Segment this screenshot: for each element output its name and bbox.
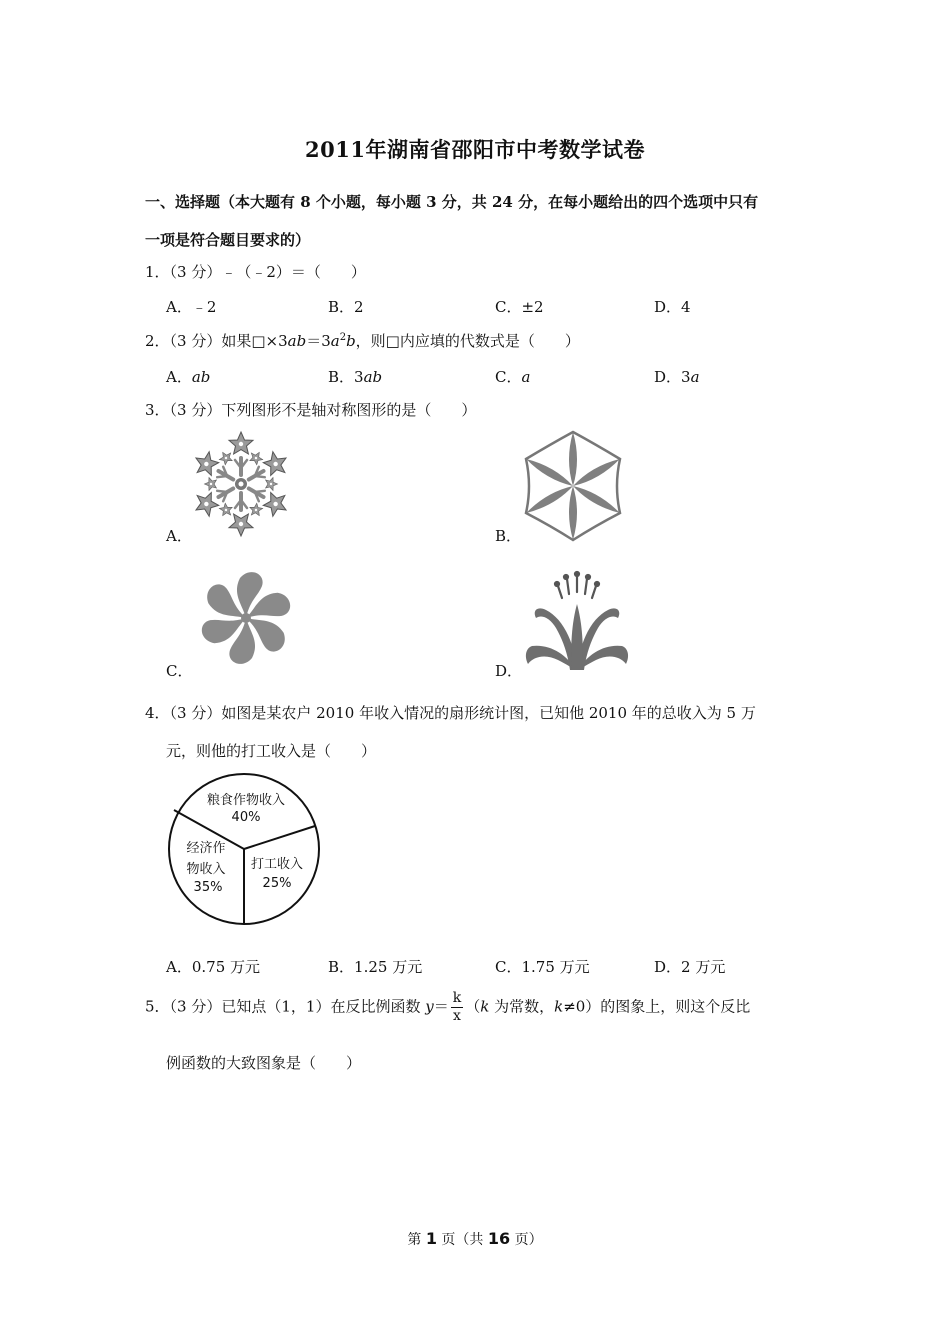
fraction-k-over-x: $\frac{k}{x}$	[452, 990, 462, 1024]
pie-pct-work: 25%	[262, 876, 292, 891]
income-pie-chart	[164, 771, 322, 927]
q4-option-d: D．2 万元	[654, 958, 726, 976]
section-heading-line2: 一项是符合题目要求的）	[145, 231, 311, 249]
q4-option-b: B．1.25 万元	[328, 958, 423, 976]
q2-option-c: C．a	[495, 368, 531, 386]
question-4-line2: 元，则他的打工收入是（ ）	[166, 742, 377, 760]
pie-pct-grain: 40%	[231, 810, 261, 825]
page-number: 1	[425, 1229, 437, 1248]
section-heading-line1: 一、选择题（本大题有 8 个小题，每小题 3 分，共 24 分，在每小题给出的四个选项中只有	[145, 193, 759, 211]
q3-option-a: A．	[166, 527, 192, 545]
figure-d-flower	[522, 570, 632, 674]
figure-a-snowflake	[188, 428, 294, 540]
q2-option-b: B．3ab	[328, 368, 383, 386]
pie-label-cash-1: 经济作	[186, 841, 226, 856]
q3-option-b: B．	[495, 527, 522, 545]
pie-label-work: 打工收入	[250, 857, 304, 872]
page-footer: 第 1 页（共 16 页）	[407, 1229, 543, 1248]
question-5-line2: 例函数的大致图象是（ ）	[166, 1054, 362, 1072]
question-3: 3．（3 分）下列图形不是轴对称图形的是（ ）	[145, 401, 477, 419]
question-5-line1: 5．（3 分）已知点（1，1）在反比例函数 y＝ $\frac{k}{x}$ （k 为常数，k≠0）的图象上，则这个反比	[145, 990, 751, 1024]
q1-option-c: C．±2	[495, 298, 544, 316]
page-title: 2011年湖南省邵阳市中考数学试卷	[305, 137, 645, 162]
q2-option-d: D．3a	[654, 368, 700, 386]
q1-option-a: A．﹣2	[166, 298, 217, 316]
q4-option-c: C．1.75 万元	[495, 958, 590, 976]
question-2: 2．（3 分）如果$□\times 3ab=3a^2b$，则□内应填的代数式是（ ）	[145, 332, 580, 350]
q1-option-d: D．4	[654, 298, 691, 316]
figure-b-hexagon-flower	[517, 430, 629, 542]
q2-option-a: A．ab	[166, 368, 211, 386]
question-4-line1: 4．（3 分）如图是某农户 2010 年收入情况的扇形统计图，已知他 2010 年的总收入为 5 万	[145, 704, 756, 722]
question-1: 1．（3 分）﹣（﹣2）＝（ ）	[145, 263, 366, 281]
q4-option-a: A．0.75 万元	[166, 958, 260, 976]
q3-option-d: D．	[495, 662, 523, 680]
page-total: 16	[487, 1229, 511, 1248]
pie-label-grain: 粮食作物收入	[206, 793, 286, 808]
q1-option-b: B．2	[328, 298, 364, 316]
q3-option-c: C．	[166, 662, 193, 680]
pie-label-cash-2: 物收入	[186, 862, 226, 877]
pie-pct-cash: 35%	[193, 880, 223, 895]
figure-c-pinwheel	[190, 563, 302, 673]
